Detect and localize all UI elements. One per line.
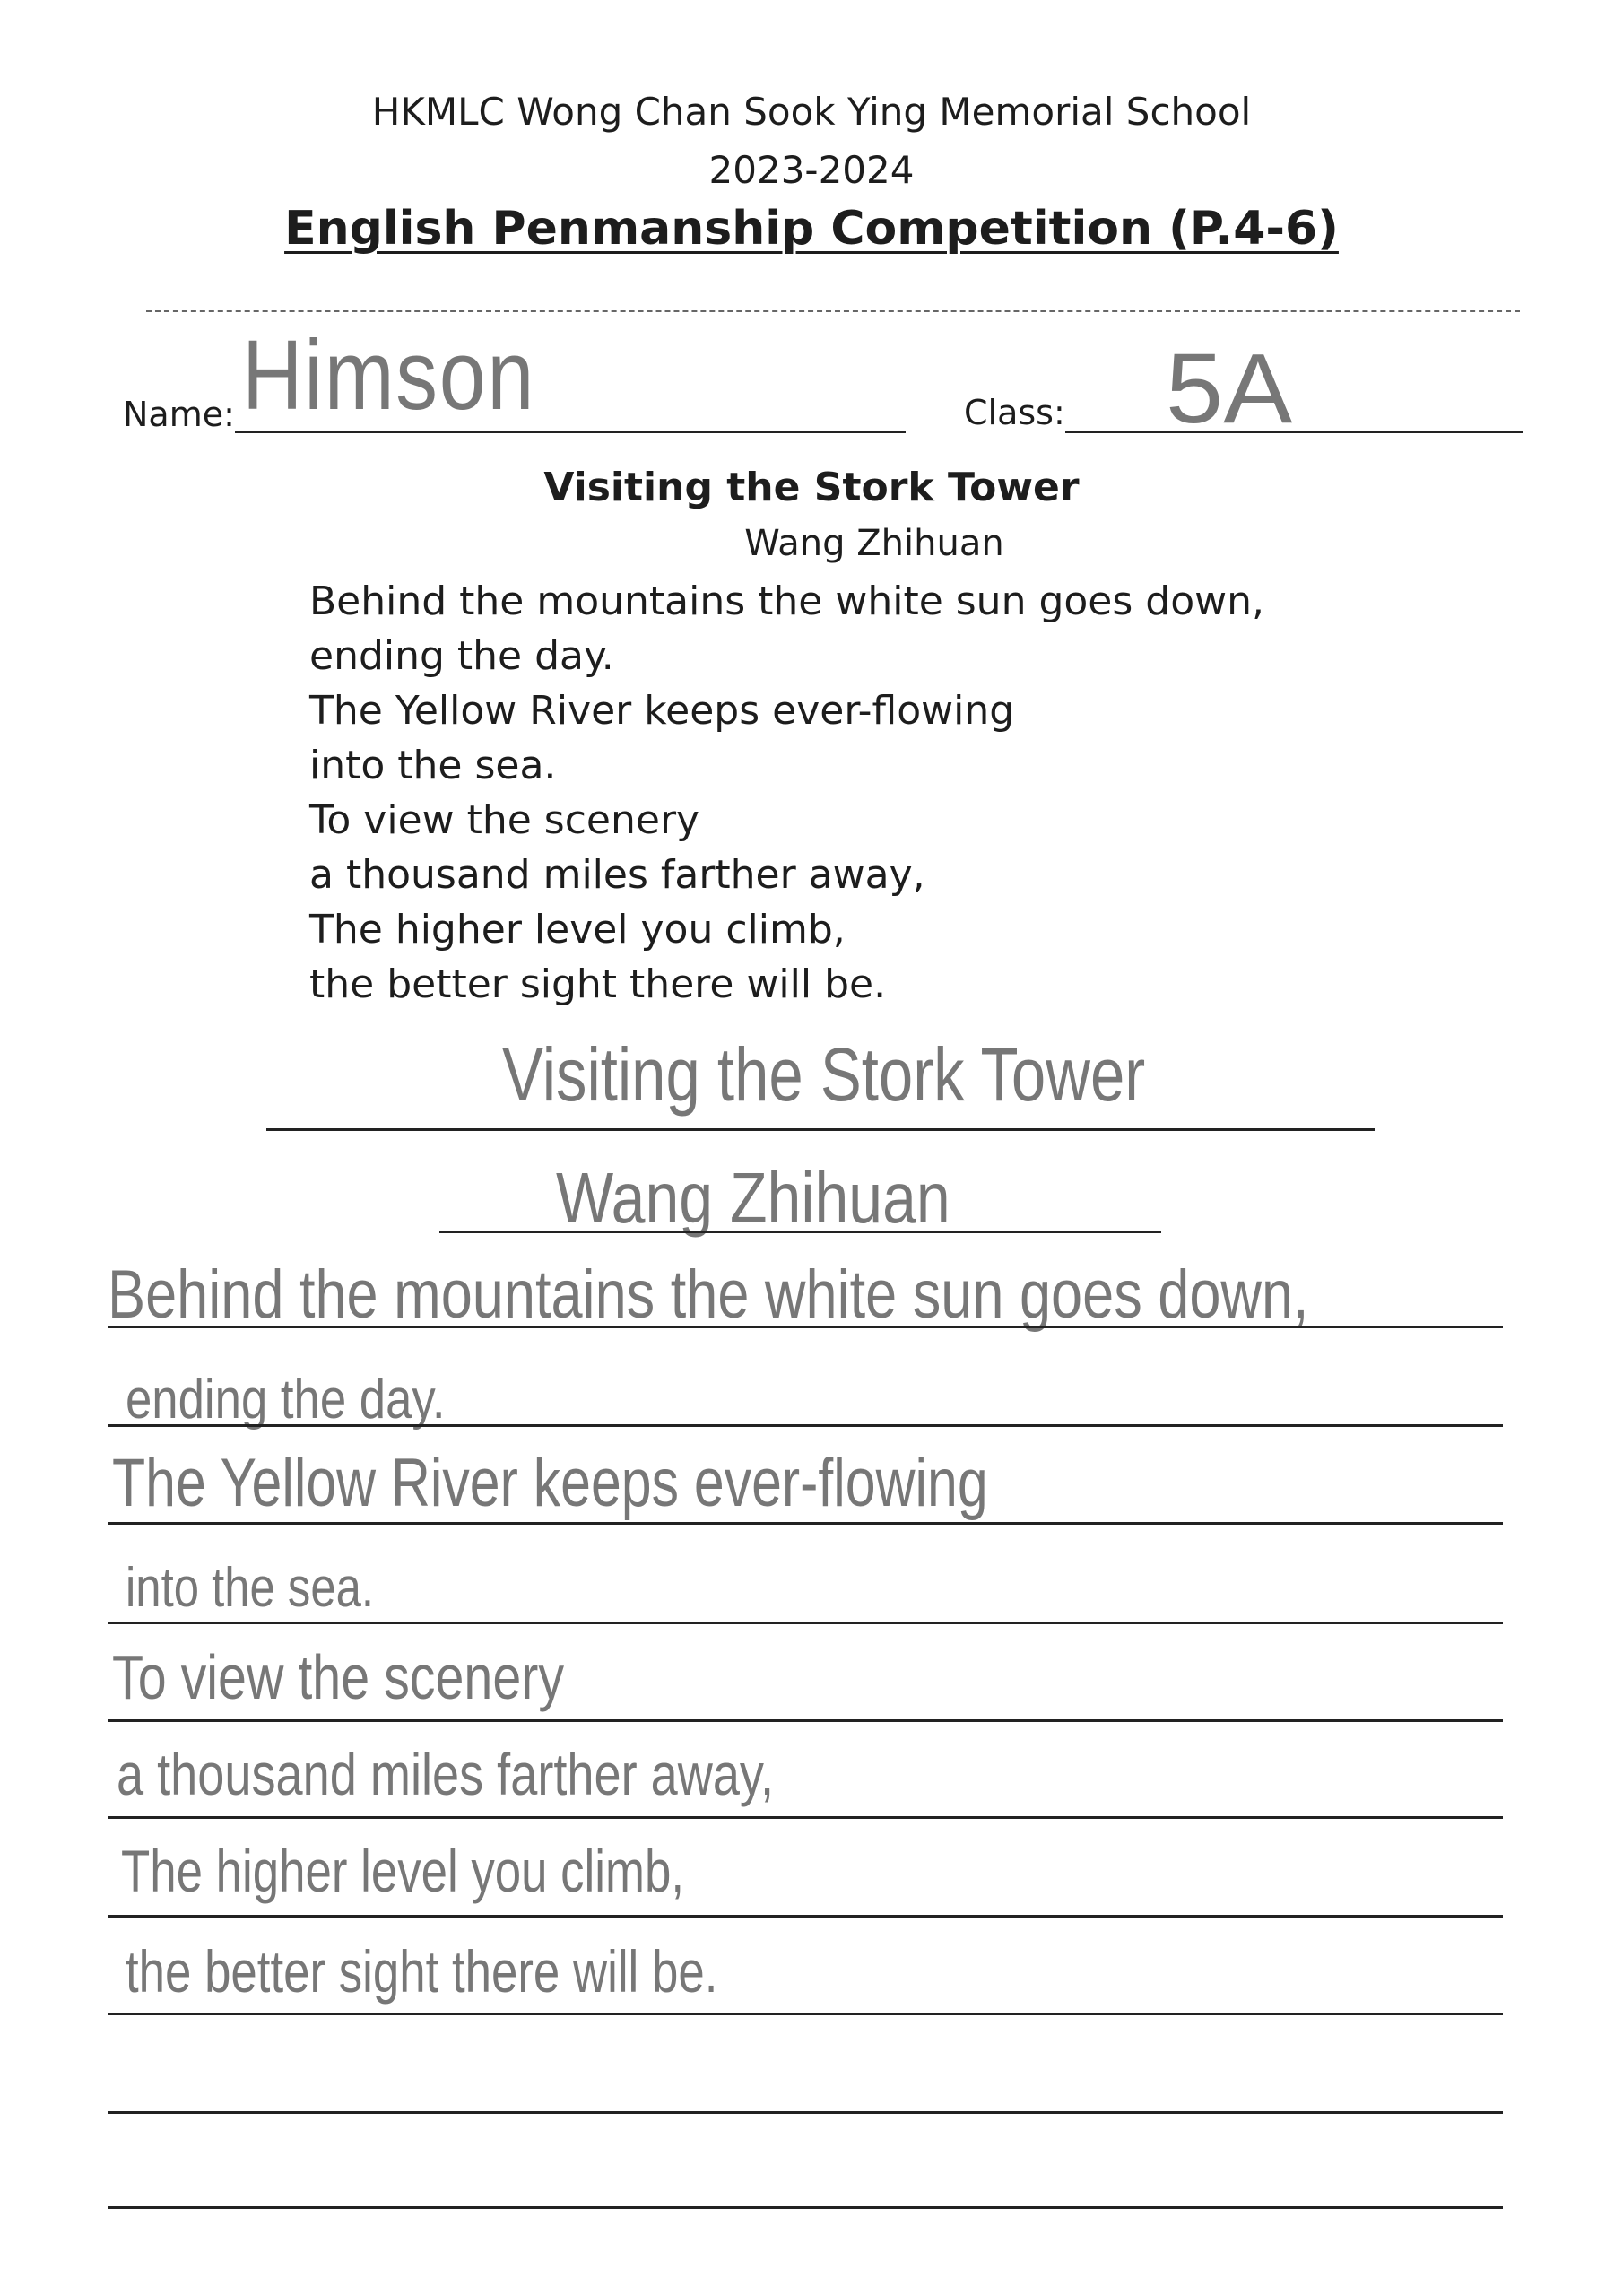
writing-line [266, 1128, 1375, 1131]
dashed-separator [146, 310, 1520, 312]
poem-line: The Yellow River keeps ever-flowing [309, 688, 1015, 734]
handwritten-title: Visiting the Stork Tower [502, 1032, 1146, 1117]
poem-title: Visiting the Stork Tower [543, 465, 1080, 510]
writing-line [108, 1816, 1503, 1819]
writing-line [108, 1719, 1503, 1722]
handwritten-line: The higher level you climb, [121, 1838, 685, 1904]
poem-line: The higher level you climb, [309, 907, 846, 952]
handwritten-line: the better sight there will be. [126, 1938, 718, 2005]
school-name: HKMLC Wong Chan Sook Ying Memorial School [371, 90, 1252, 134]
writing-line [108, 2013, 1503, 2015]
writing-line [108, 1424, 1503, 1427]
poem-author: Wang Zhihuan [744, 523, 1004, 564]
writing-line [108, 1326, 1503, 1328]
writing-line-blank [108, 2206, 1503, 2209]
class-value: 5A [1166, 334, 1293, 444]
handwritten-line: The Yellow River keeps ever-flowing [112, 1445, 988, 1521]
competition-title-text: English Penmanship Competition (P.4-6) [284, 202, 1339, 256]
writing-line [108, 1622, 1503, 1624]
name-label: Name: [123, 395, 235, 434]
writing-line [108, 1522, 1503, 1525]
handwritten-line: To view the scenery [112, 1642, 565, 1712]
writing-line [439, 1231, 1161, 1233]
class-label: Class: [964, 393, 1065, 432]
poem-line: the better sight there will be. [309, 961, 887, 1007]
poem-line: into the sea. [309, 743, 557, 788]
handwritten-line: ending the day. [126, 1369, 446, 1431]
class-line [1065, 430, 1523, 433]
poem-line: a thousand miles farther away, [309, 852, 925, 898]
writing-line-blank [108, 2111, 1503, 2114]
writing-line [108, 1915, 1503, 1918]
name-value: Himson [242, 320, 536, 430]
handwritten-line: a thousand miles farther away, [117, 1741, 775, 1807]
school-year: 2023-2024 [708, 148, 915, 192]
poem-body [309, 574, 1264, 1012]
poem-line: To view the scenery [309, 797, 700, 843]
poem-line: ending the day. [309, 633, 614, 679]
poem-line: Behind the mountains the white sun goes down, [309, 578, 1264, 624]
name-line [235, 430, 906, 433]
handwritten-author: Wang Zhihuan [556, 1158, 950, 1238]
handwritten-line: into the sea. [126, 1557, 374, 1619]
competition-title [0, 202, 1623, 256]
handwritten-line: Behind the mountains the white sun goes down, [108, 1257, 1309, 1333]
